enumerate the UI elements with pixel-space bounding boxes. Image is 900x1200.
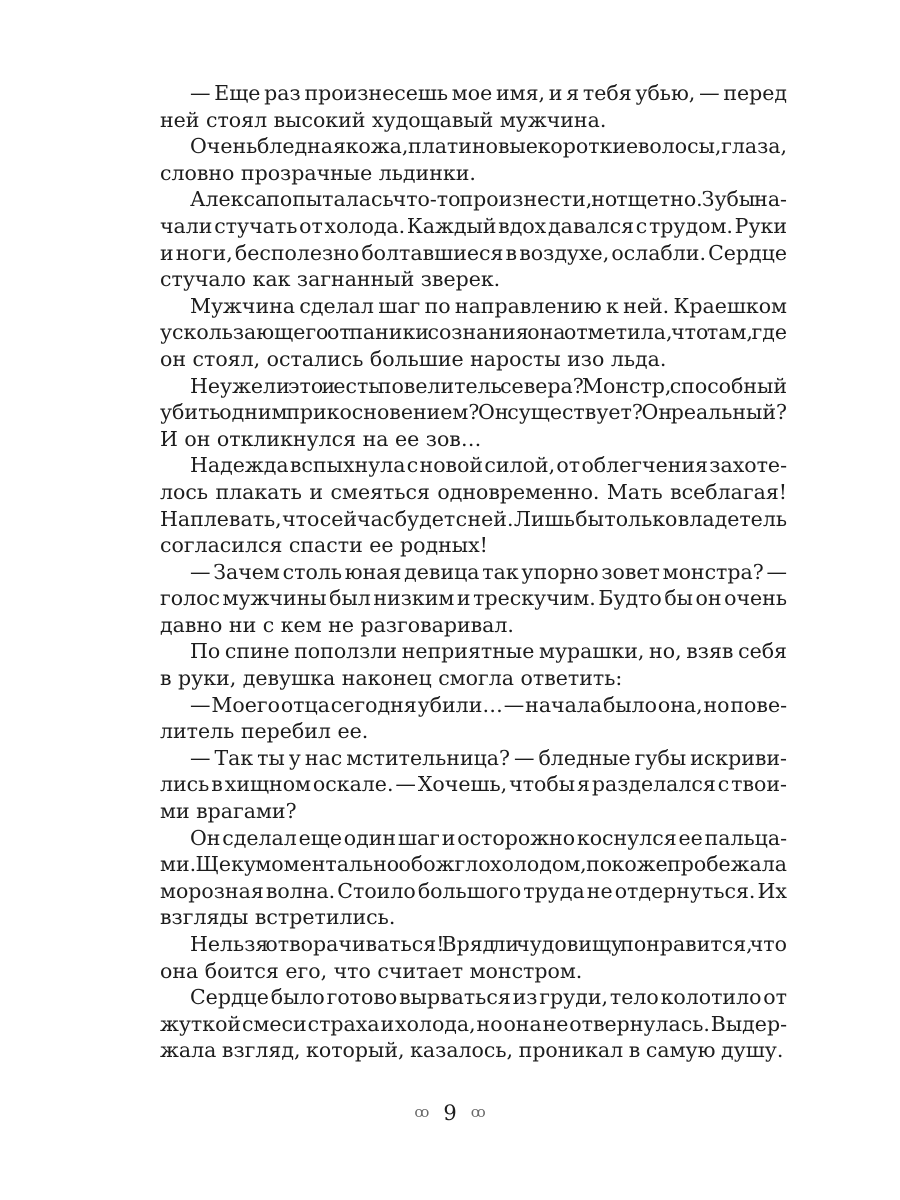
text-line: она боится его, что считает монстром. [160,958,583,983]
text-line: Мужчина сделал шаг по направлению к ней. Краешком [190,293,787,318]
paragraph [160,133,787,186]
text-line: лось плакать и смеяться одновременно. Мать всеблагая! [160,479,787,504]
paragraph [160,692,787,745]
text-line: Алекса попыталась что-то произнести, но тщетно. Зубы на- [190,187,787,212]
text-line: Наплевать, что сейчас будет с ней. Лишь бы только владетель [160,506,787,531]
text-line: жала взгляд, который, казалось, проникал в самую душу. [160,1038,784,1063]
paragraph [160,186,787,292]
text-line: убить одним прикосновением? Он существует? Он реальный? [160,400,787,425]
paragraph [160,984,787,1064]
paragraph [160,293,787,373]
text-line: Надежда вспыхнула с новой силой, от облегчения захоте- [190,453,787,478]
text-line: взгляды встретились. [160,905,396,930]
text-line: ней стоял высокий худощавый мужчина. [160,107,607,132]
paragraph [160,931,787,984]
text-line: По спине поползли неприятные мурашки, но, взяв себя [190,639,787,664]
paragraph [160,80,787,133]
page-footer [0,1101,900,1125]
text-line: стучало как загнанный зверек. [160,267,501,292]
text-line: литель перебил ее. [160,719,369,744]
paragraph [160,452,787,558]
paragraph [160,373,787,453]
paragraph [160,745,787,825]
text-line: Очень бледная кожа, платиновые короткие волосы, глаза, [190,134,787,159]
text-line: — Так ты у нас мстительница? — бледные губы искриви- [190,745,787,770]
text-line: согласился спасти ее родных! [160,533,488,558]
text-line: жуткой смеси страха и холода, но она не отвернулась. Выдер- [160,1011,787,1036]
paragraph [160,638,787,691]
text-line: Неужели это и есть повелитель севера? Монстр, способный [190,373,787,398]
text-line: словно прозрачные льдинки. [160,160,476,185]
page-number: 9 [443,1101,457,1125]
body-text [160,80,787,1064]
text-line: морозная волна. Стоило большого труда не отдернуться. Их [160,878,787,903]
text-line: голос мужчины был низким и трескучим. Будто бы он очень [160,586,787,611]
text-line: давно ни с кем не разговаривал. [160,612,514,637]
text-line: — Зачем столь юная девица так упорно зовет монстра? — [190,559,787,584]
text-line: и ноги, бесполезно болтавшиеся в воздухе, ослабли. Сердце [160,240,787,265]
text-line: ми. Щеку моментально обожгло холодом, по коже пробежала [160,852,787,877]
text-line: Нельзя отворачиваться! Вряд ли чудовищу понравится, что [190,932,787,956]
text-line: — Моего отца сегодня убили… — начала было она, но пове- [190,692,787,717]
text-line: — Еще раз произнесешь мое имя, и я тебя убью, — перед [190,81,787,105]
ornament-right-icon: ꝏ [470,1103,486,1121]
text-line: в руки, девушка наконец смогла ответить: [160,666,623,691]
paragraph [160,559,787,639]
text-line: чали стучать от холода. Каждый вдох давался с трудом. Руки [160,213,787,238]
paragraph [160,825,787,931]
text-line: Сердце было готово вырваться из груди, тело колотило от [190,985,787,1010]
text-line: ускользающего от паники сознания она отметила, что там, где [160,320,787,345]
text-line: он стоял, остались большие наросты изо льда. [160,346,667,371]
text-line: И он откликнулся на ее зов… [160,426,482,451]
text-line: Он сделал еще один шаг и осторожно коснулся ее пальца- [190,825,787,850]
ornament-left-icon: ꝏ [414,1103,430,1121]
text-line: ми врагами? [160,799,297,824]
text-line: лись в хищном оскале. — Хочешь, чтобы я разделался с твои- [160,772,787,797]
